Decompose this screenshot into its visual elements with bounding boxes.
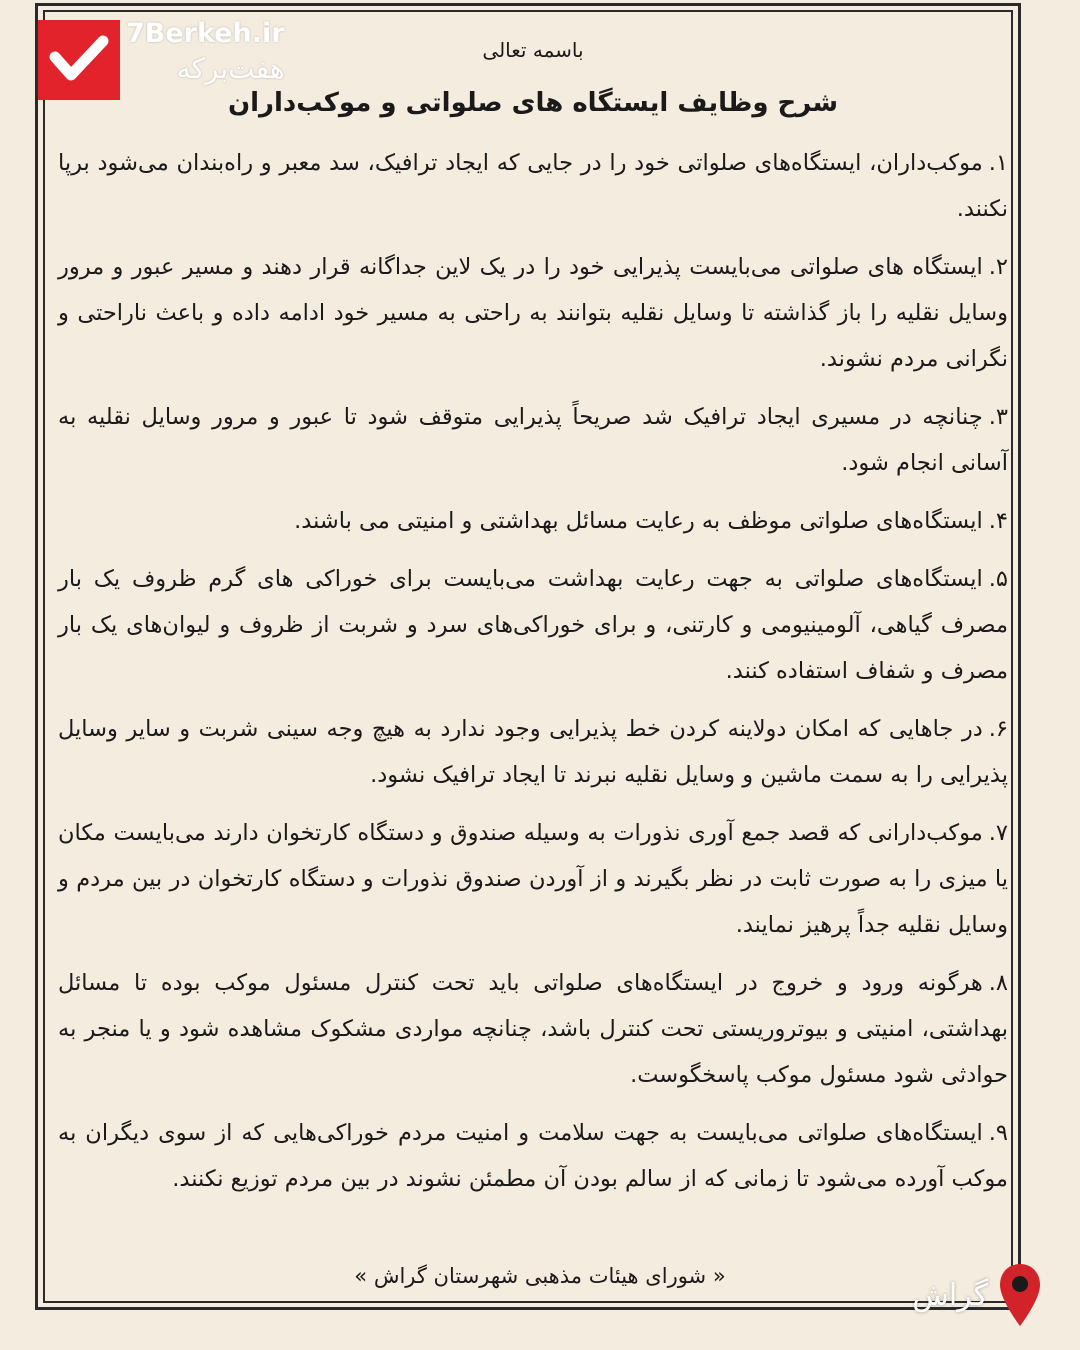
duty-item-text: ایستگاه‌های صلواتی موظف به رعایت مسائل بهداشتی و امنیتی می باشند. [294,508,983,534]
duty-item-text: هرگونه ورود و خروج در ایستگاه‌های صلواتی باید تحت کنترل مسئول موکب بوده تا مسائل بهداشتی، امنیتی و بیوتروریستی تحت کنترل باشد، چنانچه مواردی مشکوک مشاهده شود و یا منجر به حوادثی شود مسئول موکب پاسخگوست. [58,970,1008,1088]
document-body [58,30,1008,1214]
signature-line: « شورای هیئات مذهبی شهرستان گراش » [354,1264,726,1288]
duty-item-text: ایستگاه های صلواتی می‌بایست پذیرایی خود را در یک لاین جداگانه قرار دهند و مسیر عبور و مرور وسایل نقلیه را باز گذاشته تا وسایل نقلیه بتوانند به راحتی به مسیر خود ادامه داده و باعث ناراحتی و نگرانی مردم نشوند. [58,254,1008,372]
duty-item-number: ۲. [988,254,1008,280]
duty-item [58,394,1008,486]
duty-item-number: ۵. [988,566,1008,592]
duty-item-text: موکب‌دارانی که قصد جمع آوری نذورات به وسیله صندوق و دستگاه کارتخوان دارند می‌بایست مکان یا میزی را به صورت ثابت در نظر بگیرند و از آوردن صندوق نذورات و دستگاه کارتخوان در بین مردم و وسایل نقلیه جداً پرهیز نمایند. [58,820,1008,938]
duty-item-number: ۸. [988,970,1008,996]
duty-item-number: ۶. [988,716,1008,742]
duty-item [58,498,1008,544]
duty-item [58,810,1008,948]
invocation-heading: باسمه تعالی [482,38,584,62]
duty-item-text: در جاهایی که امکان دولاینه کردن خط پذیرایی وجود ندارد به هیچ وجه سینی شربت و سایر وسایل پذیرایی را به سمت ماشین و وسایل نقلیه نبرند تا ایجاد ترافیک نشود. [58,716,1008,788]
duty-item [58,960,1008,1098]
location-label: گراش [912,1277,988,1313]
site-logo[interactable] [38,20,285,100]
duty-item [58,140,1008,232]
checkmark-icon [38,20,120,100]
duty-item-text: چنانچه در مسیری ایجاد ترافیک شد صریحاً پذیرایی متوقف شود تا عبور و مرور وسایل نقلیه به آسانی انجام شود. [58,404,1008,476]
duty-item-text: ایستگاه‌های صلواتی به جهت رعایت بهداشت می‌بایست برای خوراکی های گرم ظروف یک بار مصرف گیاهی، آلومینیومی و کارتنی، و برای خوراکی‌های سرد و شربت از ظروف و لیوان‌های یک بار مصرف و شفاف استفاده کنند. [58,566,1008,684]
duty-item [58,244,1008,382]
duty-item-number: ۴. [988,508,1008,534]
map-pin-icon [998,1262,1042,1328]
duties-list [58,140,1008,1202]
document-title: شرح وظایف ایستگاه های صلواتی و موکب‌داران [227,88,839,118]
logo-site-text: 7Berkeh.ir [126,18,285,49]
duty-item [58,556,1008,694]
duty-item [58,706,1008,798]
duty-item-number: ۷. [988,820,1008,846]
duty-item-text: موکب‌داران، ایستگاه‌های صلواتی خود را در جایی که ایجاد ترافیک، سد معبر و راه‌بندان می‌شود برپا نکنند. [58,150,1008,222]
duty-item-number: ۳. [988,404,1008,430]
duty-item-text: ایستگاه‌های صلواتی می‌بایست به جهت سلامت و امنیت مردم خوراکی‌هایی که از سوی دیگران به موکب آورده می‌شود تا زمانی که از سالم بودن آن مطمئن نشوند در بین مردم توزیع نکنند. [58,1120,1008,1192]
logo-name-text: هفت‌برکه [176,52,285,85]
duty-item-number: ۹. [988,1120,1008,1146]
duty-item [58,1110,1008,1202]
location-tag [912,1262,1042,1328]
duty-item-number: ۱. [988,150,1008,176]
